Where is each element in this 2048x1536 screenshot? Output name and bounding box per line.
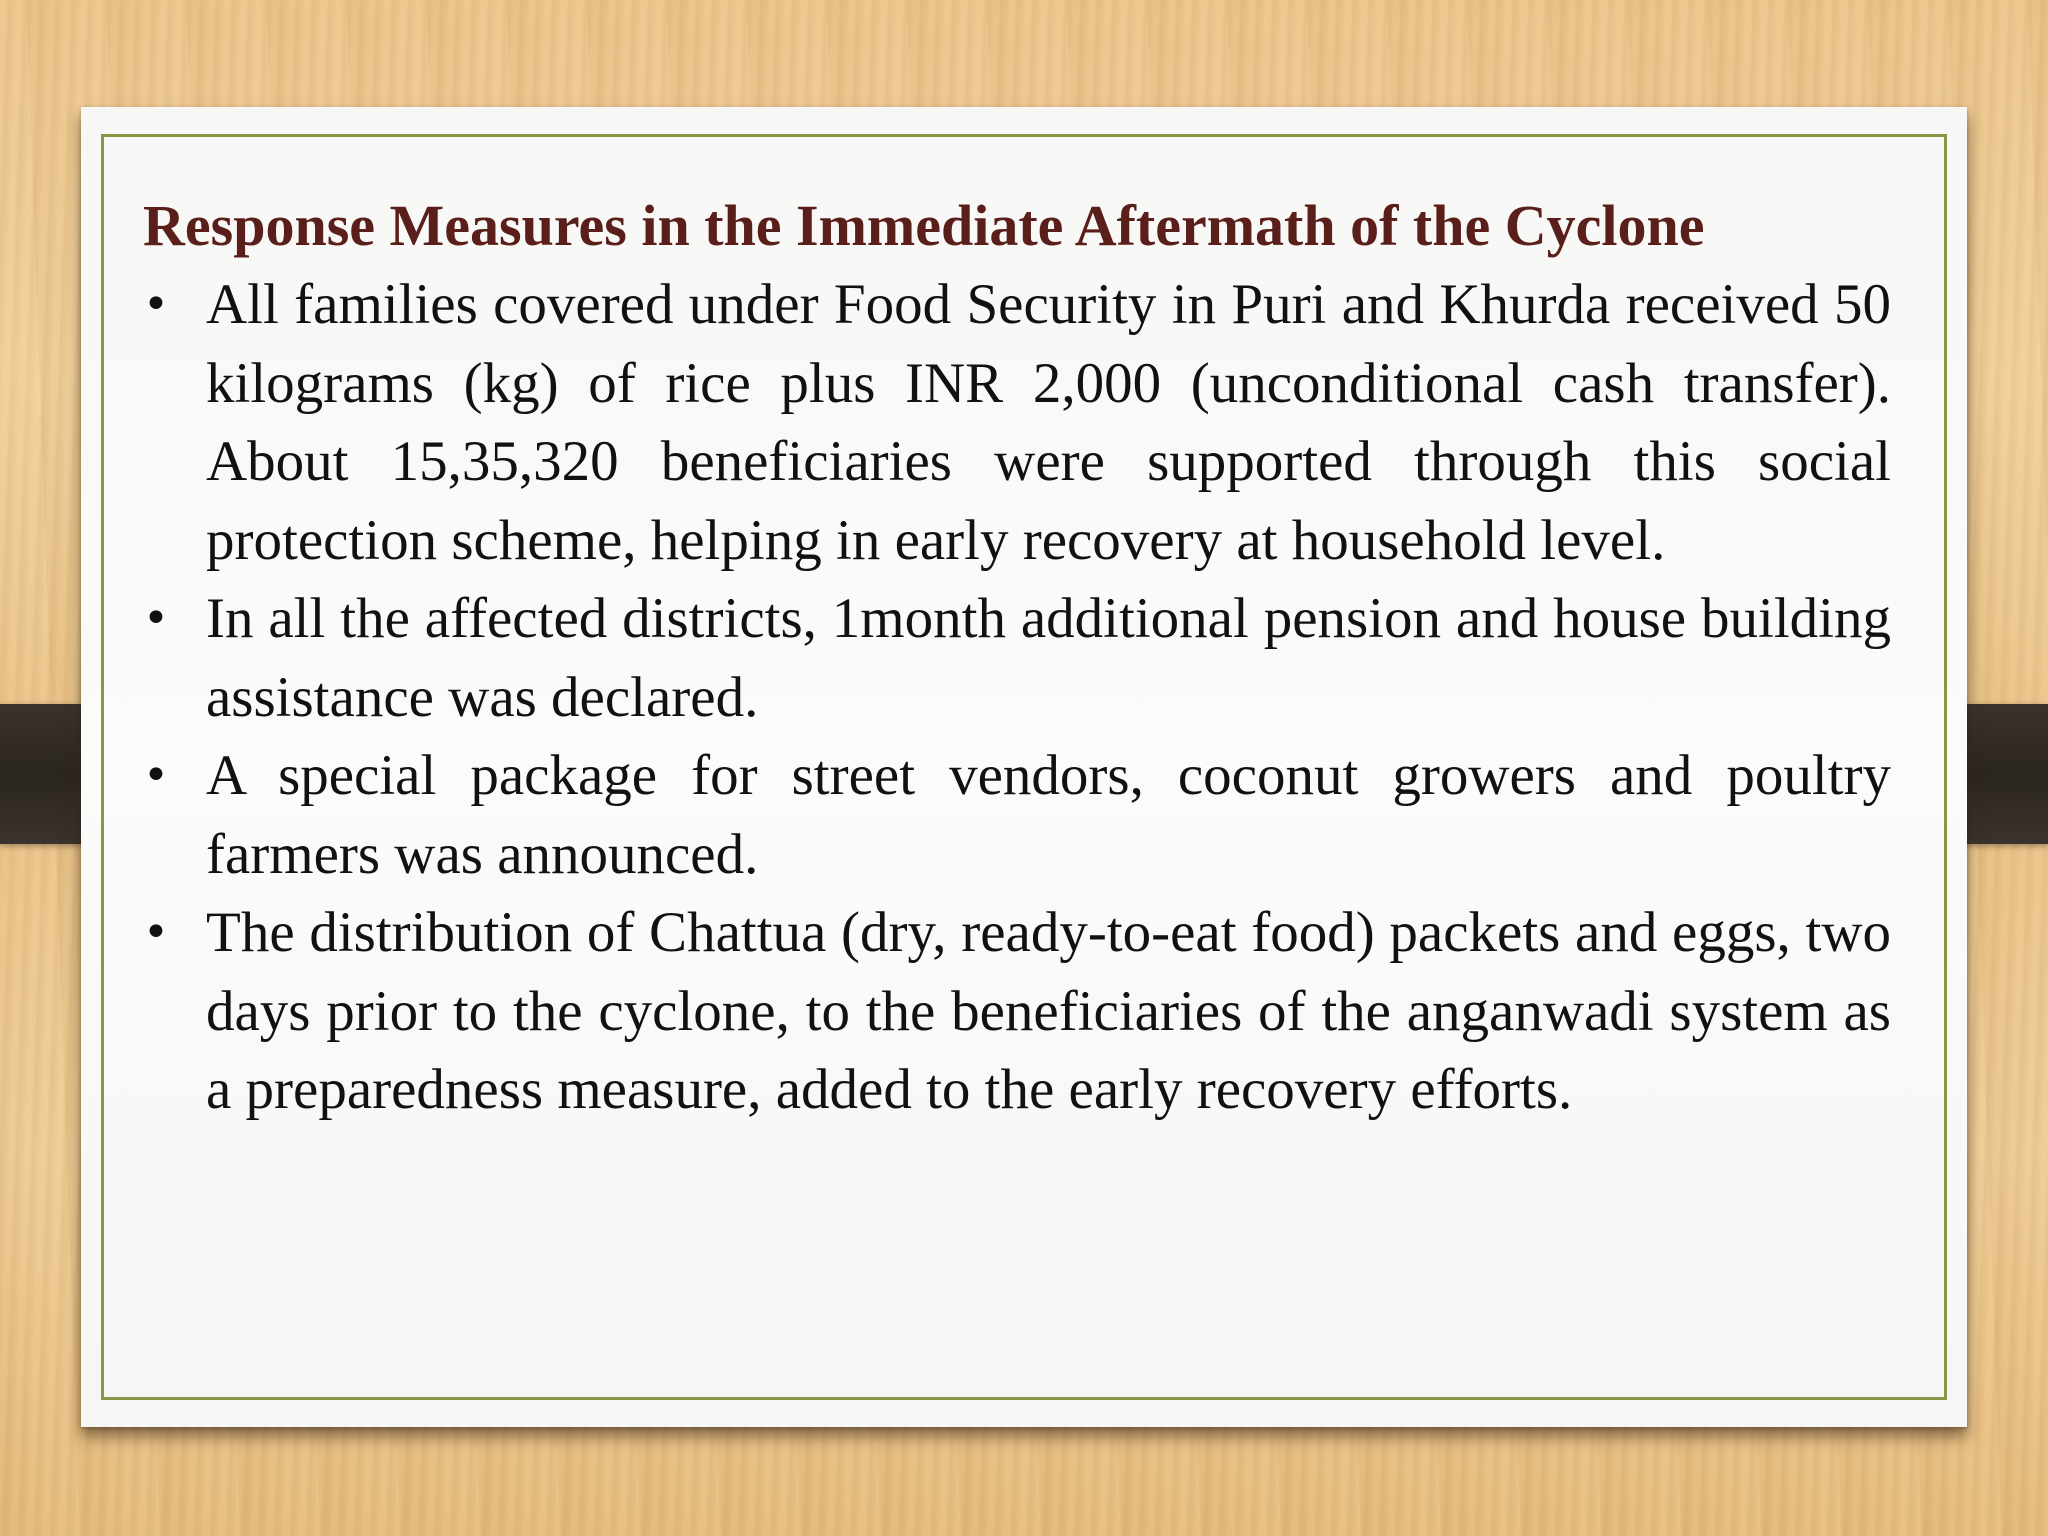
bullet-item-food-security (143, 266, 1891, 580)
slide-content (143, 186, 1891, 1130)
bullet-list (143, 266, 1891, 1130)
bullet-text: In all the affected districts, 1month additional pension and house building assistance was declared. (206, 587, 1891, 729)
bullet-item-pension (143, 580, 1891, 737)
bullet-item-special-package (143, 737, 1891, 894)
bullet-text: All families covered under Food Security in Puri and Khurda received 50 kilograms (kg) of rice plus INR 2,000 (unconditional cash transfer). About 15,35,320 beneficiaries were supported through this social protection scheme, helping in early recovery at household level. (206, 273, 1891, 572)
slide-title: Response Measures in the Immediate Aftermath of the Cyclone (143, 193, 1705, 258)
bullet-icon: • (143, 593, 169, 644)
bullet-icon: • (143, 279, 169, 330)
bullet-item-chattua-distribution (143, 894, 1891, 1130)
bullet-text: A special package for street vendors, coconut growers and poultry farmers was announced. (206, 744, 1891, 886)
bullet-text: The distribution of Chattua (dry, ready-to-eat food) packets and eggs, two days prior to the cyclone, to the beneficiaries of the anganwadi system as a preparedness measure, added to the early recovery efforts. (206, 901, 1891, 1121)
bullet-icon: • (143, 750, 169, 801)
bullet-icon: • (143, 907, 169, 958)
